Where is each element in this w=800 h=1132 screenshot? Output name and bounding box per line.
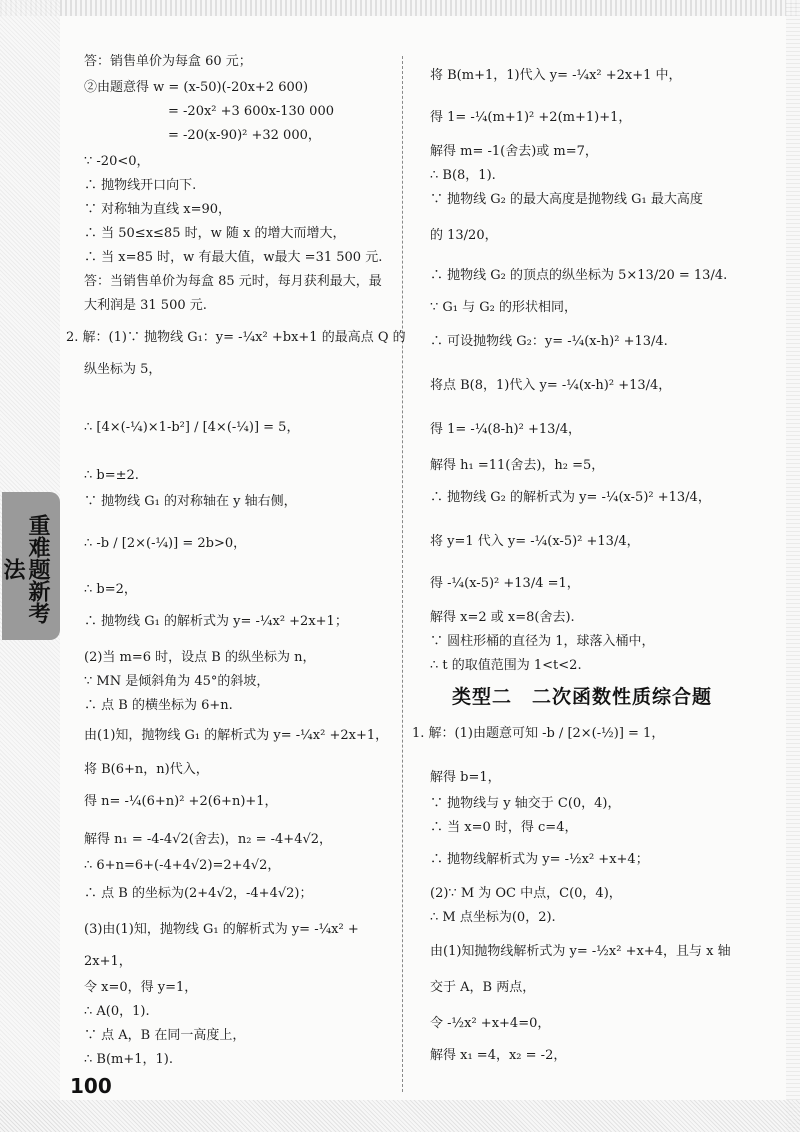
text-line: ∵ 抛物线 G₁ 的对称轴在 y 轴右侧，	[84, 494, 297, 509]
text-line: ∴ B(8，1).	[430, 168, 496, 183]
text-line: ∴ 点 B 的横坐标为 6+n.	[84, 698, 233, 713]
text-line: 得 1= -¼(m+1)² +2(m+1)+1，	[430, 110, 632, 125]
text-line: ∴ b=±2.	[84, 468, 139, 483]
text-line: ∴ A(0，1).	[84, 1004, 150, 1019]
text-line: = -20x² +3 600x-130 000	[168, 104, 334, 119]
question-1-start: 1. 解：(1)由题意可知 -b / [2×(-½)] = 1，	[412, 726, 665, 741]
section-heading: 类型二 二次函数性质综合题	[452, 686, 713, 708]
formula-line: ∴ [4×(-¼)×1-b²] / [4×(-¼)] = 5，	[84, 420, 300, 435]
text-line: ∵ 点 A，B 在同一高度上，	[84, 1028, 246, 1043]
text-line: ∵ 圆柱形桶的直径为 1，球落入桶中，	[430, 634, 655, 649]
text-line: ∵ 抛物线 G₂ 的最大高度是抛物线 G₁ 最大高度	[430, 192, 703, 207]
text-line: ∴ 当 50≤x≤85 时，w 随 x 的增大而增大，	[84, 226, 346, 241]
text-line: ∴ 当 x=85 时，w 有最大值，w最大 =31 500 元.	[84, 250, 383, 265]
text-line: ∵ MN 是倾斜角为 45°的斜坡，	[84, 674, 270, 689]
text-line: 得 n= -¼(6+n)² +2(6+n)+1，	[84, 794, 278, 809]
text-line: ∴ 抛物线 G₂ 的顶点的纵坐标为 5×13/20 = 13/4.	[430, 268, 728, 283]
text-line: 由(1)知抛物线解析式为 y= -½x² +x+4，且与 x 轴	[430, 944, 731, 959]
scan-border-bottom	[0, 1100, 800, 1132]
text-line: 解得 n₁ = -4-4√2(舍去)，n₂ = -4+4√2，	[84, 832, 333, 847]
text-line: 解得 b=1，	[430, 770, 501, 785]
text-line: ∵ 抛物线与 y 轴交于 C(0，4)，	[430, 796, 621, 811]
text-line: 的 13/20，	[430, 228, 498, 243]
formula-line: ∴ -b / [2×(-¼)] = 2b>0，	[84, 536, 247, 551]
text-line: ②由题意得 w = (x-50)(-20x+2 600)	[84, 80, 309, 95]
text-line: ∴ 当 x=0 时，得 c=4，	[430, 820, 578, 835]
question-2-start: 2. 解：(1)∵ 抛物线 G₁：y= -¼x² +bx+1 的最高点 Q 的	[66, 330, 406, 345]
text-line: 解得 x=2 或 x=8(舍去).	[430, 610, 575, 625]
text-line: ∴ 抛物线解析式为 y= -½x² +x+4；	[430, 852, 649, 867]
scan-border-top	[0, 0, 800, 16]
text-line: ∴ B(m+1，1).	[84, 1052, 173, 1067]
text-line: ∴ b=2，	[84, 582, 137, 597]
text-line: ∵ -20<0，	[84, 154, 150, 169]
column-divider	[402, 56, 404, 1092]
text-line: 答：销售单价为每盒 60 元；	[84, 54, 252, 69]
text-line: ∵ 对称轴为直线 x=90，	[84, 202, 232, 217]
text-line: 解得 m= -1(舍去)或 m=7，	[430, 144, 598, 159]
text-line: 纵坐标为 5，	[84, 362, 162, 377]
text-line: 交于 A，B 两点，	[430, 980, 536, 995]
text-line: = -20(x-90)² +32 000，	[168, 128, 321, 143]
text-line: (2)当 m=6 时，设点 B 的纵坐标为 n，	[84, 650, 316, 665]
text-line: 得 1= -¼(8-h)² +13/4，	[430, 422, 582, 437]
text-line: ∴ 点 B 的坐标为(2+4√2，-4+4√2)；	[84, 886, 313, 901]
text-line: 大利润是 31 500 元.	[84, 298, 207, 313]
text-line: (3)由(1)知，抛物线 G₁ 的解析式为 y= -¼x² +	[84, 922, 359, 937]
text-line: ∴ t 的取值范围为 1<t<2.	[430, 658, 582, 673]
text-line: 解得 x₁ =4，x₂ = -2，	[430, 1048, 567, 1063]
text-line: 将 y=1 代入 y= -¼(x-5)² +13/4，	[430, 534, 640, 549]
text-line: ∴ 抛物线开口向下.	[84, 178, 197, 193]
text-line: ∴ 抛物线 G₂ 的解析式为 y= -¼(x-5)² +13/4，	[430, 490, 711, 505]
text-line: 将点 B(8，1)代入 y= -¼(x-h)² +13/4，	[430, 378, 672, 393]
text-line: 令 x=0，得 y=1，	[84, 980, 198, 995]
text-line: ∴ 可设抛物线 G₂：y= -¼(x-h)² +13/4.	[430, 334, 668, 349]
text-line: 令 -½x² +x+4=0，	[430, 1016, 551, 1031]
text-line: ∴ 抛物线 G₁ 的解析式为 y= -¼x² +2x+1；	[84, 614, 348, 629]
text-line: 解得 h₁ =11(舍去)，h₂ =5，	[430, 458, 605, 473]
page-number: 100	[70, 1074, 112, 1098]
scan-border-right	[786, 0, 800, 1132]
text-line: ∴ 6+n=6+(-4+4√2)=2+4√2，	[84, 858, 281, 873]
side-tab-label: 重难题新考法	[0, 513, 50, 624]
text-line: ∴ M 点坐标为(0，2).	[430, 910, 556, 925]
text-line: (2)∵ M 为 OC 中点，C(0，4)，	[430, 886, 622, 901]
text-line: ∵ G₁ 与 G₂ 的形状相同，	[430, 300, 577, 315]
text-line: 将 B(6+n，n)代入，	[84, 762, 209, 777]
text-line: 得 -¼(x-5)² +13/4 =1，	[430, 576, 580, 591]
text-line: 由(1)知，抛物线 G₁ 的解析式为 y= -¼x² +2x+1，	[84, 728, 389, 743]
text-line: 将 B(m+1，1)代入 y= -¼x² +2x+1 中，	[430, 68, 682, 83]
text-line: 2x+1，	[84, 954, 132, 969]
text-line: 答：当销售单价为每盒 85 元时，每月获利最大，最	[84, 274, 382, 289]
